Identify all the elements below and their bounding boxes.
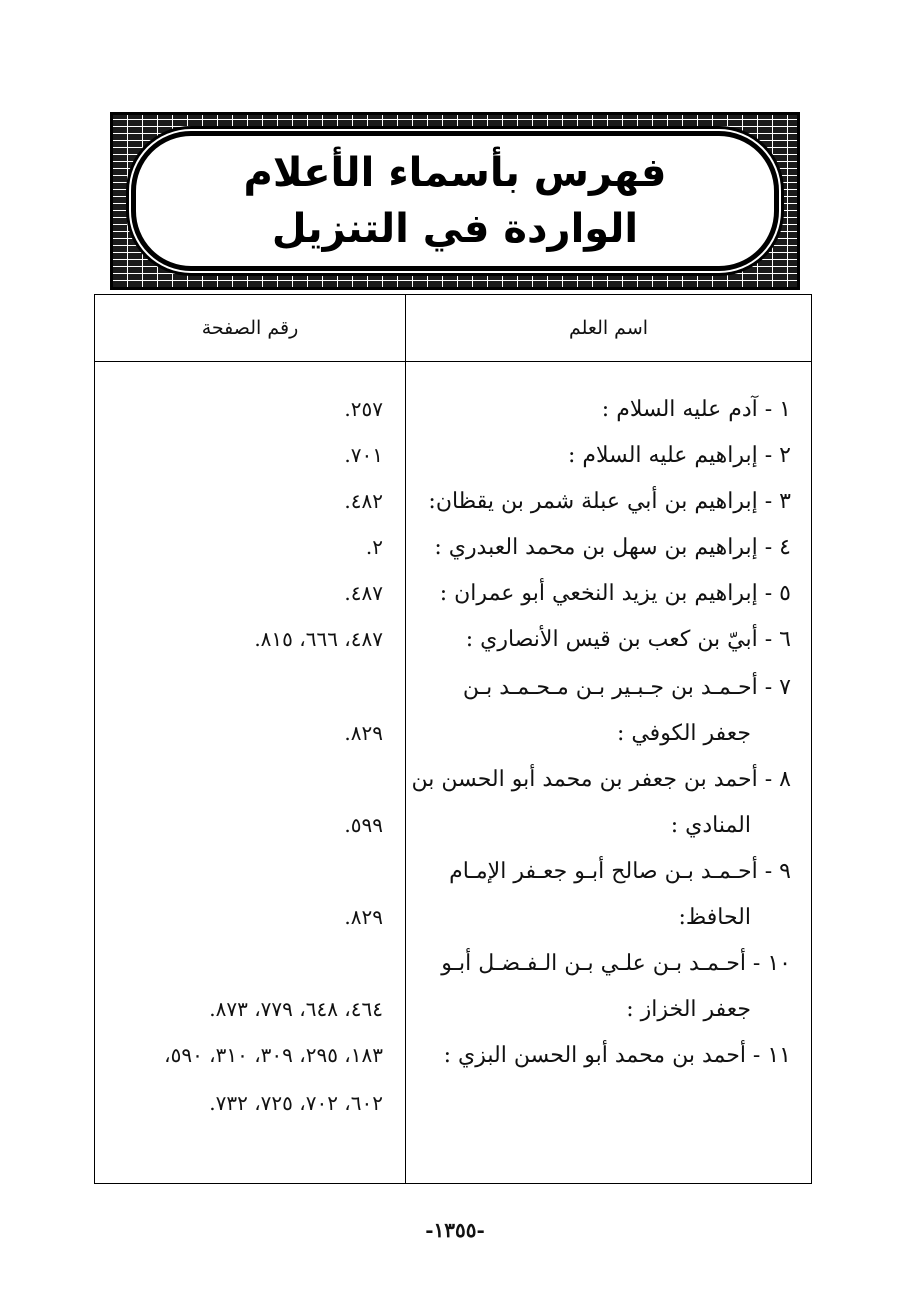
entry-pages: ٢.	[365, 535, 383, 559]
entry-pages: ٤٨٧، ٦٦٦، ٨١٥.	[254, 627, 383, 651]
entry-name: ٩ - أحـمـد بـن صالح أبـو جعـفر الإمـام	[449, 859, 791, 884]
entry-name-continuation: جعفر الخزاز :	[626, 997, 751, 1022]
entry-pages: ٤٦٤، ٦٤٨، ٧٧٩، ٨٧٣.	[209, 997, 383, 1021]
entry-pages: ٨٢٩.	[344, 905, 383, 929]
header-page: رقم الصفحة	[201, 317, 299, 339]
entry-pages: ٧٠١.	[344, 443, 383, 467]
entry-name: ٢ - إبراهيم عليه السلام :	[567, 443, 791, 468]
entry-name-continuation: المنادي :	[670, 813, 751, 838]
entry-pages: ٤٨٢.	[344, 489, 383, 513]
header-name: اسم العلم	[568, 317, 649, 339]
title-line-1: فهرس بأسماء الأعلام	[243, 150, 667, 196]
entry-name: ١ - آدم عليه السلام :	[601, 397, 791, 422]
entry-name: ٦ - أبيّ بن كعب بن قيس الأنصاري :	[465, 627, 791, 652]
page-number: -١٣٥٥-	[425, 1218, 485, 1242]
index-table	[94, 294, 812, 1184]
table-header	[95, 295, 811, 362]
entry-name: ٥ - إبراهيم بن يزيد النخعي أبو عمران :	[439, 581, 791, 606]
entry-name: ١١ - أحمد بن محمد أبو الحسن البزي :	[443, 1043, 791, 1068]
entry-pages: ٤٨٧.	[344, 581, 383, 605]
entry-name: ٨ - أحمد بن جعفر بن محمد أبو الحسن بن	[411, 767, 791, 792]
entry-name: ٣ - إبراهيم بن أبي عبلة شمر بن يقظان:	[428, 489, 791, 514]
entry-pages: ٢٥٧.	[344, 397, 383, 421]
title-line-2: الواردة في التنزيل	[271, 206, 639, 252]
entry-name-continuation: جعفر الكوفي :	[616, 721, 751, 746]
entry-pages-continuation: ٦٠٢، ٧٠٢، ٧٢٥، ٧٣٢.	[209, 1091, 383, 1115]
title-banner	[110, 112, 800, 290]
entry-pages: ٨٢٩.	[344, 721, 383, 745]
entry-name-continuation: الحافظ:	[678, 905, 751, 930]
entry-name: ١٠ - أحـمـد بـن علـي بـن الـفـضـل أبـو	[441, 951, 791, 976]
title-frame	[131, 131, 779, 271]
entry-pages: ١٨٣، ٢٩٥، ٣٠٩، ٣١٠، ٥٩٠،	[164, 1043, 383, 1067]
entry-name: ٧ - أحـمـد بن جـبـير بـن مـحـمـد بـن	[462, 675, 791, 700]
entry-pages: ٥٩٩.	[344, 813, 383, 837]
entry-name: ٤ - إبراهيم بن سهل بن محمد العبدري :	[434, 535, 791, 560]
